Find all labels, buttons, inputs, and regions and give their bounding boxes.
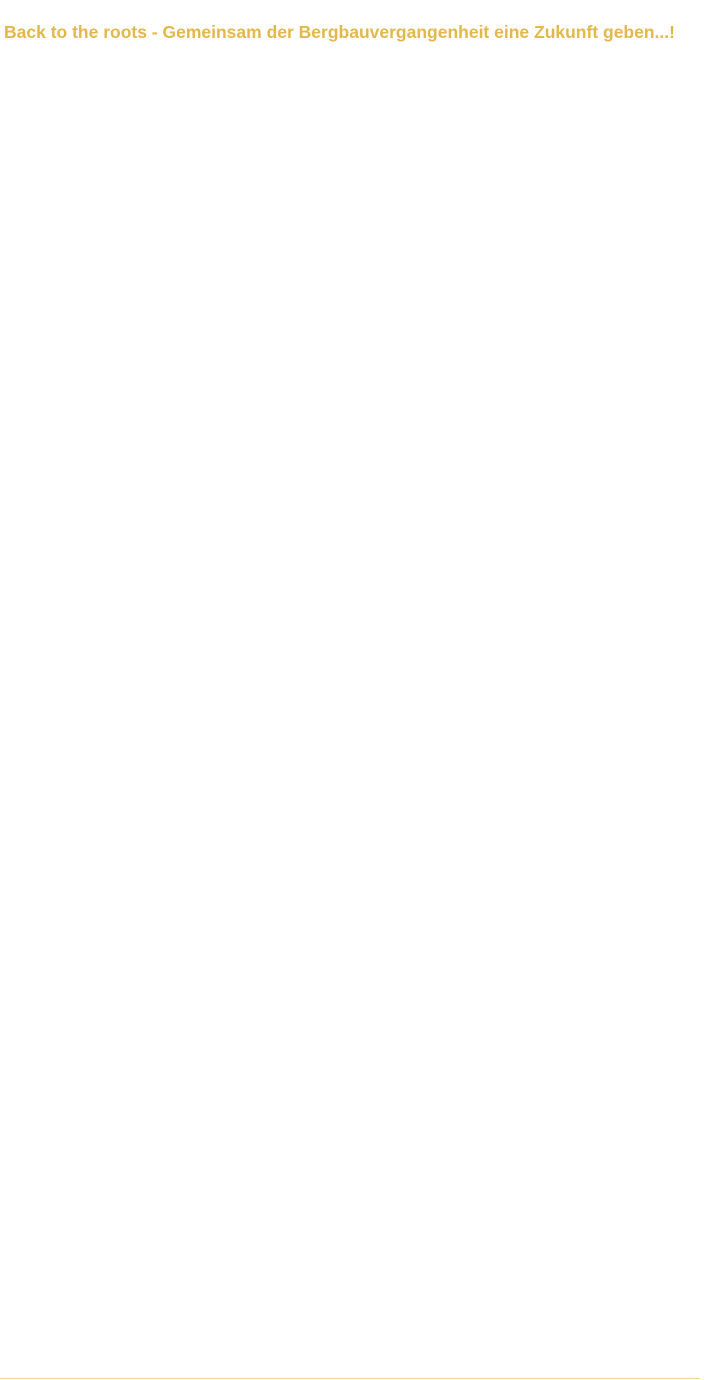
page-title: Back to the roots - Gemeinsam der Bergbauvergangenheit eine Zukunft geben...! xyxy=(4,22,675,42)
footer-divider xyxy=(0,1378,700,1379)
